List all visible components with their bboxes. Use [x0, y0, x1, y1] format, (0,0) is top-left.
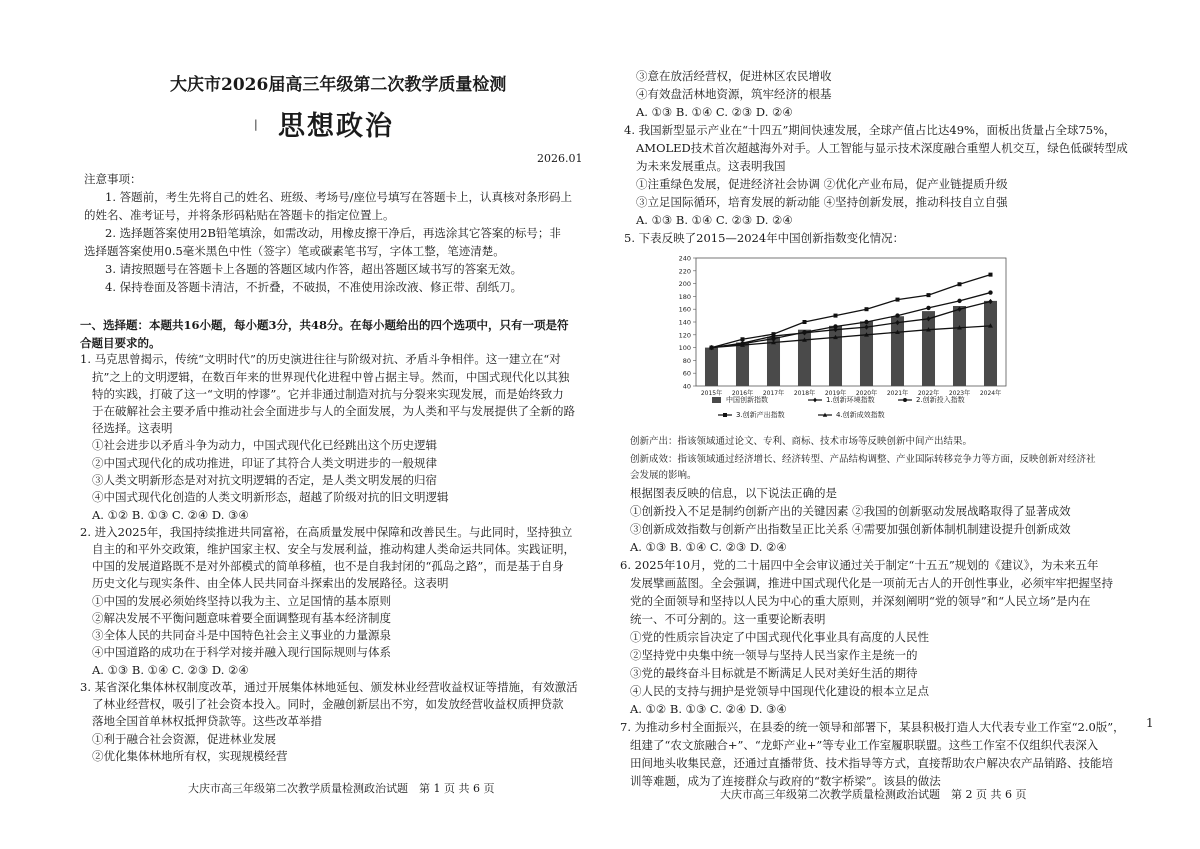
- x-tick-label: 2019年: [824, 390, 847, 397]
- bar: [953, 306, 966, 386]
- y-tick-label: 200: [678, 280, 691, 289]
- data-point: [864, 320, 868, 324]
- notes-heading: 注意事项：: [84, 172, 142, 186]
- question-line: 抗”之上的文明逻辑，在数百年来的世界现代化进程中曾占据主导。然而，中国式现代化以其独: [92, 370, 570, 384]
- data-point: [926, 306, 930, 310]
- y-tick-label: 220: [678, 267, 691, 276]
- x-tick-label: 2024年: [979, 390, 1002, 397]
- y-tick-label: 240: [678, 254, 691, 263]
- option-line: ④中国道路的成功在于科学对接并融入现行国际规则与体系: [92, 645, 391, 659]
- question-line: 自主的和平外交政策，维护国家主权、安全与发展利益，推动构建人类命运共同体。实践证明，: [92, 542, 575, 556]
- question-line: 6. 2025年10月，党的二十届四中全会审议通过关于制定“十五五”规划的《建议》，为未来五年: [620, 558, 1099, 572]
- option-line: ①党的性质宗旨决定了中国式现代化事业具有高度的人民性: [630, 630, 929, 644]
- bar: [736, 342, 749, 386]
- answer-choices: A. ①③ B. ①④ C. ②③ D. ②④: [630, 540, 787, 554]
- legend-label: 4.创新成效指数: [836, 411, 885, 419]
- exam-date: 2026.01: [537, 152, 583, 165]
- answer-choices: A. ①② B. ①③ C. ②④ D. ③④: [630, 702, 787, 716]
- legend-label: 2.创新投入指数: [916, 396, 965, 404]
- legend-marker: [723, 413, 727, 417]
- legend-label: 3.创新产出指数: [736, 411, 785, 419]
- option-line: ②解决发展不平衡问题意味着要全面调整现有基本经济制度: [92, 611, 391, 625]
- question-line: 组建了“农文旅融合+”、“龙虾产业+”等专业工作室履职联盟。这些工作室不仅组织代表深入: [630, 738, 1099, 752]
- data-point: [896, 298, 900, 302]
- question-line: 统一、不可分割的。这一重要论断表明: [630, 612, 826, 626]
- option-line: ③意在放活经营权，促进林区农民增收: [636, 69, 832, 83]
- note-line: 选择题答案使用0.5毫米黑色中性（签字）笔或碳素笔书写，字体工整，笔迹清楚。: [84, 244, 505, 258]
- bar: [984, 301, 997, 386]
- option-line: ④有效盘活林地资源，筑牢经济的根基: [636, 87, 832, 101]
- section-heading: 一、选择题：本题共16小题，每小题3分，共48分。在每小题给出的四个选项中，只有一项是符: [80, 318, 569, 332]
- answer-choices: A. ①③ B. ①④ C. ②③ D. ②④: [636, 105, 793, 119]
- bar: [891, 316, 904, 386]
- note-line: 1. 答题前，考生先将自己的姓名、班级、考场号/座位号填写在答题卡上，认真核对条形码上: [105, 190, 572, 204]
- question-line: 党的全面领导和坚持以人民为中心的重大原则，并深刻阐明“党的领导”和“人民立场”是内在: [630, 594, 1091, 608]
- legend-swatch: [712, 397, 721, 403]
- x-tick-label: 2022年: [917, 390, 940, 397]
- option-line: ①利于融合社会资源，促进林业发展: [92, 732, 276, 746]
- exam-title: 大庆市2026届高三年级第二次教学质量检测: [170, 75, 507, 95]
- legend-label: 1.创新环境指数: [826, 396, 875, 404]
- option-line: ①注重绿色发展，促进经济社会协调 ②优化产业布局，促产业链提质升级: [636, 177, 1008, 191]
- option-line: ①创新投入不足是制约创新产出的关键因素 ②我国的创新驱动发展战略取得了显著成效: [630, 504, 1071, 518]
- answer-choices: A. ①② B. ①③ C. ②④ D. ③④: [92, 508, 249, 522]
- series-line: [712, 326, 991, 348]
- chart-note: 创新产出：指该领域通过论文、专利、商标、技术市场等反映创新中间产出结果。: [630, 436, 973, 447]
- data-point: [833, 324, 837, 328]
- y-tick-label: 120: [678, 331, 691, 340]
- data-point: [927, 293, 931, 297]
- data-point: [988, 290, 992, 294]
- y-tick-label: 60: [682, 369, 691, 378]
- x-tick-label: 2018年: [793, 390, 816, 397]
- answer-choices: A. ①③ B. ①④ C. ②③ D. ②④: [636, 213, 793, 227]
- y-tick-label: 100: [678, 344, 691, 353]
- right-page: [600, 0, 1200, 849]
- edge-number: 1: [1146, 716, 1154, 730]
- note-line: 2. 选择题答案使用2B铅笔填涂，如需改动，用橡皮擦干净后，再选涂其它答案的标号；非: [105, 226, 561, 240]
- bar: [705, 348, 718, 386]
- subject-title: 思想政治: [278, 111, 394, 142]
- option-line: ③全体人民的共同奋斗是中国特色社会主义事业的力量源泉: [92, 628, 391, 642]
- margin-mark: |: [254, 118, 258, 131]
- section-heading: 合题目要求的。: [80, 336, 161, 350]
- data-point: [865, 307, 869, 311]
- page-footer: 大庆市高三年级第二次教学质量检测政治试题 第 2 页 共 6 页: [720, 788, 1027, 801]
- y-tick-label: 160: [678, 305, 691, 314]
- x-tick-label: 2015年: [700, 390, 723, 397]
- note-line: 3. 请按照题号在答题卡上各题的答题区域内作答，超出答题区域书写的答案无效。: [105, 262, 523, 276]
- question-line: 3. 某省深化集体林权制度改革，通过开展集体林地延包、颁发林业经营收益权证等措施，有效激活: [80, 680, 578, 694]
- bar: [860, 321, 873, 386]
- option-line: ①社会进步以矛盾斗争为动力，中国式现代化已经跳出这个历史逻辑: [92, 438, 437, 452]
- question-line: 训等难题，成为了连接群众与政府的“数字桥梁”。该县的做法: [630, 774, 941, 788]
- option-line: ④人民的支持与拥护是党领导中国现代化建设的根本立足点: [630, 684, 929, 698]
- series-line: [712, 293, 991, 348]
- x-tick-label: 2016年: [731, 390, 754, 397]
- data-point: [989, 273, 993, 277]
- chart-note: 会发展的影响。: [630, 470, 697, 481]
- x-tick-label: 2017年: [762, 390, 785, 397]
- option-line: ①中国的发展必须始终坚持以我为主、立足国情的基本原则: [92, 594, 391, 608]
- x-tick-label: 2023年: [948, 390, 971, 397]
- legend-marker: [813, 398, 817, 403]
- data-point: [957, 299, 961, 303]
- option-line: ②优化集体林地所有权，实现规模经营: [92, 749, 288, 763]
- data-point: [958, 282, 962, 286]
- question-line: 7. 为推动乡村全面振兴，在县委的统一领导和部署下，某县积极打造人大代表专业工作室“2.0版”，: [620, 720, 1125, 734]
- data-point: [802, 330, 806, 334]
- question-line: 中国的发展道路既不是对外部模式的简单移植，也不是自我封闭的“孤岛之路”，而是基于自身: [92, 559, 564, 573]
- option-line: ③立足国际循环，培育发展的新动能 ④坚持创新发展，推动科技自立自强: [636, 195, 1008, 209]
- data-point: [741, 337, 745, 341]
- legend-marker: [903, 398, 907, 402]
- question-line: 了林业经营权，吸引了社会资本投入。同时，金融创新层出不穷，如发放经营收益权质押贷款: [92, 697, 564, 711]
- legend-label: 中国创新指数: [726, 396, 768, 404]
- question-line: 于在破解社会主要矛盾中推动社会全面进步与人的全面发展，为人类和平与发展提供了全新的路: [92, 404, 575, 418]
- x-tick-label: 2021年: [886, 390, 909, 397]
- option-line: ②坚持党中央集中统一领导与坚持人民当家作主是统一的: [630, 648, 918, 662]
- bar: [922, 311, 935, 386]
- data-point: [895, 313, 899, 317]
- y-tick-label: 140: [678, 318, 691, 327]
- question-line: 特的实践，打破了这一“文明的悖谬”。它并非通过制造对抗与分裂来实现发展，而是始终致力: [92, 387, 564, 401]
- question-line: 4. 我国新型显示产业在“十四五”期间快速发展，全球产值占比达49%，面板出货量占全球75%，: [624, 123, 1116, 137]
- option-line: ③党的最终奋斗目标就是不断满足人民对美好生活的期待: [630, 666, 918, 680]
- question-line: 根据图表反映的信息，以下说法正确的是: [630, 486, 837, 500]
- question-line: 1. 马克思曾揭示，传统“文明时代”的历史演进往往与阶级对抗、矛盾斗争相伴。这一建立在“对: [80, 352, 561, 366]
- question-line: 5. 下表反映了2015—2024年中国创新指数变化情况：: [624, 231, 905, 245]
- answer-choices: A. ①③ B. ①④ C. ②③ D. ②④: [92, 663, 249, 677]
- question-line: 2. 进入2025年，我国持续推进共同富裕，在高质量发展中保障和改善民生。与此同时，坚持独立: [80, 525, 573, 539]
- innovation-index-chart: [666, 250, 1016, 430]
- question-line: 发展擘画蓝图。全会强调，推进中国式现代化是一项前无古人的开创性事业，必须牢牢把握坚持: [630, 576, 1113, 590]
- note-line: 的姓名、准考证号，并将条形码粘贴在答题卡的指定位置上。: [84, 208, 395, 222]
- question-line: 为未来发展重点。这表明我国: [636, 159, 786, 173]
- page-footer: 大庆市高三年级第二次教学质量检测政治试题 第 1 页 共 6 页: [188, 782, 495, 795]
- question-line: 径选择。这表明: [92, 421, 173, 435]
- x-tick-label: 2020年: [855, 390, 878, 397]
- y-tick-label: 80: [682, 356, 691, 365]
- option-line: ④中国式现代化创造的人类文明新形态，超越了阶级对抗的旧文明逻辑: [92, 490, 449, 504]
- option-line: ③创新成效指数与创新产出指数呈正比关系 ④需要加强创新体制机制建设提升创新成效: [630, 522, 1071, 536]
- data-point: [803, 320, 807, 324]
- question-line: 历史文化与现实条件、由全体人民共同奋斗探索出的发展路径。这表明: [92, 576, 449, 590]
- y-tick-label: 40: [682, 382, 691, 391]
- question-line: 落地全国首单林权抵押贷款等。这些改革举措: [92, 714, 322, 728]
- question-line: 田间地头收集民意，还通过直播带货、技术指导等方式，直接帮助农户解决农产品销路、技能培: [630, 756, 1113, 770]
- data-point: [772, 332, 776, 336]
- chart-note: 创新成效：指该领域通过经济增长、经济转型、产品结构调整、产业国际转移竞争力等方面，反映创新对经济社: [630, 454, 1096, 465]
- y-tick-label: 180: [678, 292, 691, 301]
- option-line: ②中国式现代化的成功推进，印证了其符合人类文明进步的一般规律: [92, 456, 437, 470]
- question-line: AMOLED技术首次超越海外对手。人工智能与显示技术深度融合重塑人机交互，绿色低碳转型成: [636, 141, 1128, 155]
- data-point: [834, 314, 838, 318]
- option-line: ③人类文明新形态是对对抗文明逻辑的否定，是人类文明发展的归宿: [92, 473, 437, 487]
- note-line: 4. 保持卷面及答题卡清洁，不折叠，不破损，不准使用涂改液、修正带、刮纸刀。: [105, 280, 523, 294]
